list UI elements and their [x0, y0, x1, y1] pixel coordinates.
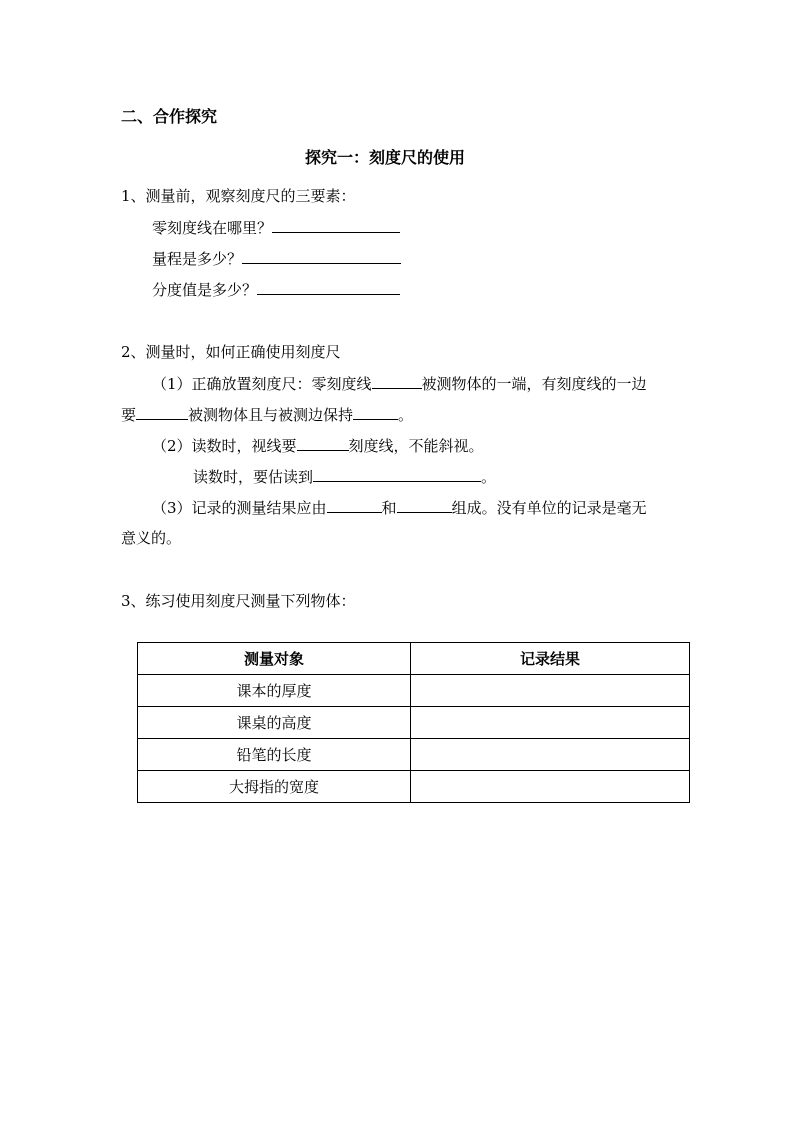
q2-text: 。: [398, 406, 414, 424]
table-row: [138, 707, 690, 739]
q2-text: 和: [381, 499, 397, 517]
q2-text: （3）记录的测量结果应由: [152, 499, 327, 517]
result-cell[interactable]: [411, 707, 690, 739]
result-cell[interactable]: [411, 739, 690, 771]
q2-text: （2）读数时，视线要: [152, 437, 297, 455]
answer-blank[interactable]: [327, 497, 382, 513]
section-title: 二、合作探究: [121, 107, 218, 126]
q2-paragraph-1-cont: [121, 404, 413, 425]
result-cell[interactable]: [411, 771, 690, 803]
q1-item-division: [152, 279, 400, 300]
q1-item-range: [152, 248, 401, 269]
object-cell: 课本的厚度: [138, 675, 411, 707]
q2-text: 要: [121, 406, 137, 424]
answer-blank[interactable]: [257, 279, 400, 295]
answer-blank[interactable]: [272, 217, 400, 233]
q2-heading: 2、测量时，如何正确使用刻度尺: [121, 343, 341, 361]
q2-paragraph-2: [152, 435, 484, 456]
q1-heading: 1、测量前，观察刻度尺的三要素：: [121, 187, 356, 205]
answer-blank[interactable]: [242, 248, 401, 264]
object-cell: 大拇指的宽度: [138, 771, 411, 803]
result-cell[interactable]: [411, 675, 690, 707]
q2-text: 读数时，要估读到: [193, 468, 314, 486]
q2-paragraph-3-cont: 意义的。: [121, 529, 182, 547]
table-row: [138, 739, 690, 771]
answer-blank[interactable]: [372, 373, 422, 389]
q2-paragraph-1: [152, 373, 647, 394]
table-row: [138, 675, 690, 707]
table-row: [138, 771, 690, 803]
q1-item-zero-line: [152, 217, 400, 238]
answer-blank[interactable]: [297, 435, 349, 451]
q2-text: 被测物体的一端，有刻度线的一边: [421, 375, 647, 393]
q1-item-label: 量程是多少？: [152, 250, 243, 268]
q3-heading: 3、练习使用刻度尺测量下列物体：: [121, 592, 356, 610]
answer-blank[interactable]: [397, 497, 452, 513]
column-header-object: 测量对象: [138, 643, 411, 675]
subtitle: 探究一：刻度尺的使用: [305, 148, 466, 167]
q1-item-label: 零刻度线在哪里？: [152, 219, 273, 237]
q2-text: 被测物体且与被测边保持: [188, 406, 354, 424]
measurement-table: [137, 642, 690, 803]
column-header-result: 记录结果: [411, 643, 690, 675]
q2-text: 组成。没有单位的记录是毫无: [451, 499, 647, 517]
answer-blank[interactable]: [313, 466, 481, 482]
answer-blank[interactable]: [136, 404, 188, 420]
q2-paragraph-2-cont: [193, 466, 496, 487]
object-cell: 课桌的高度: [138, 707, 411, 739]
table-header-row: [138, 643, 690, 675]
q2-paragraph-3: [152, 497, 647, 518]
object-cell: 铅笔的长度: [138, 739, 411, 771]
q2-text: 刻度线，不能斜视。: [348, 437, 484, 455]
q1-item-label: 分度值是多少？: [152, 281, 258, 299]
q2-text: 。: [481, 468, 497, 486]
q2-text: （1）正确放置刻度尺：零刻度线: [152, 375, 372, 393]
answer-blank[interactable]: [353, 404, 398, 420]
